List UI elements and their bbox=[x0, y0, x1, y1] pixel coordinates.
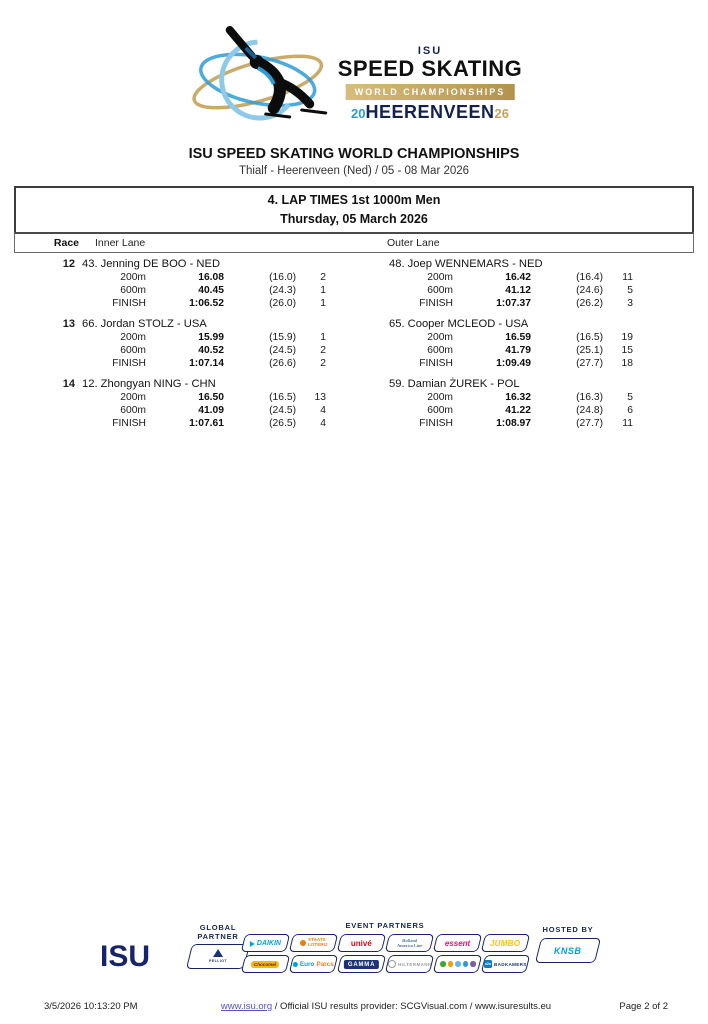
hosted-by-block bbox=[530, 926, 606, 963]
split-time: 41.12 bbox=[505, 285, 531, 296]
split-row bbox=[385, 344, 694, 357]
split-laptime: (16.0) bbox=[269, 272, 296, 283]
split-label: 600m bbox=[427, 405, 453, 416]
column-header-inner-lane: Inner Lane bbox=[95, 237, 146, 249]
skater-name: 59. Damian ŻUREK - POL bbox=[389, 378, 520, 390]
logo-year-right: 26 bbox=[494, 105, 509, 121]
split-time: 1:07.14 bbox=[189, 358, 224, 369]
split-row bbox=[78, 297, 385, 310]
split-laptime: (16.5) bbox=[576, 332, 603, 343]
jumbo-logo-text: JUMBO bbox=[489, 938, 521, 948]
holland-america-line-logo bbox=[384, 934, 433, 952]
hiltermann-logo-text: HILTERMANN bbox=[397, 961, 431, 967]
split-rank: 4 bbox=[320, 418, 326, 429]
races-list bbox=[14, 258, 694, 438]
skater-name: 48. Joep WENNEMARS - NED bbox=[389, 258, 543, 270]
split-label: 600m bbox=[120, 285, 146, 296]
inner-lane-result bbox=[78, 258, 385, 310]
isu-logo: ISU bbox=[100, 940, 151, 973]
sponsors-strip bbox=[0, 916, 708, 1000]
knsb-logo bbox=[535, 938, 601, 963]
split-row bbox=[385, 417, 694, 430]
split-label: 200m bbox=[120, 392, 146, 403]
split-label: 600m bbox=[120, 345, 146, 356]
event-date: Thursday, 05 March 2026 bbox=[280, 212, 428, 227]
split-row bbox=[385, 271, 694, 284]
logo-city-text: HEERENVEEN bbox=[365, 101, 495, 122]
jumbo-logo bbox=[480, 934, 529, 952]
gamma-logo-text: GAMMA bbox=[343, 959, 378, 968]
split-label: 200m bbox=[120, 332, 146, 343]
split-row bbox=[78, 331, 385, 344]
skater-name: 65. Cooper MCLEOD - USA bbox=[389, 318, 529, 330]
split-laptime: (26.5) bbox=[269, 418, 296, 429]
race-number: 12 bbox=[62, 258, 75, 270]
split-time: 1:07.37 bbox=[496, 298, 531, 309]
skater-name: 66. Jordan STOLZ - USA bbox=[82, 318, 207, 330]
split-row bbox=[385, 404, 694, 417]
global-partner-label-line2: PARTNER bbox=[197, 931, 239, 941]
split-time: 40.45 bbox=[198, 285, 224, 296]
footer-page-number: Page 2 of 2 bbox=[619, 1001, 668, 1012]
split-rank: 3 bbox=[627, 298, 633, 309]
race-lanes bbox=[78, 318, 694, 370]
page-subtitle: Thialf - Heerenveen (Ned) / 05 - 08 Mar 2026 bbox=[238, 165, 470, 177]
split-time: 1:09.49 bbox=[496, 358, 531, 369]
pelliot-mountain-icon bbox=[213, 949, 223, 957]
split-rank: 2 bbox=[320, 272, 326, 283]
split-row bbox=[385, 297, 694, 310]
unive-logo bbox=[336, 934, 385, 952]
split-rank: 5 bbox=[627, 285, 633, 296]
logo-banner-text: WORLD CHAMPIONSHIPS bbox=[346, 84, 515, 100]
split-rank: 4 bbox=[320, 405, 326, 416]
race-lanes bbox=[78, 258, 694, 310]
split-rank: 13 bbox=[314, 392, 326, 403]
split-label: 200m bbox=[120, 272, 146, 283]
pelliot-logo-text: PELLIOT bbox=[209, 959, 227, 964]
split-rank: 6 bbox=[627, 405, 633, 416]
column-header-race: Race bbox=[53, 237, 79, 249]
split-rank: 1 bbox=[320, 298, 326, 309]
logo-wordmark bbox=[338, 45, 523, 122]
logo-city-line bbox=[351, 102, 509, 123]
split-row bbox=[385, 357, 694, 370]
split-laptime: (27.7) bbox=[576, 418, 603, 429]
staatsloterij-text-line2: LOTERIJ bbox=[307, 941, 327, 947]
logo-title-text: SPEED SKATING bbox=[337, 56, 523, 82]
split-laptime: (16.3) bbox=[576, 392, 603, 403]
split-rank: 15 bbox=[621, 345, 633, 356]
split-time: 40.52 bbox=[198, 345, 224, 356]
split-row bbox=[78, 391, 385, 404]
split-label: FINISH bbox=[112, 298, 146, 309]
split-row bbox=[78, 344, 385, 357]
split-time: 41.22 bbox=[505, 405, 531, 416]
event-partners-row-2 bbox=[244, 955, 526, 973]
outer-lane-result bbox=[385, 378, 694, 430]
daikin-logo bbox=[240, 934, 289, 952]
global-partner-label-line1: GLOBAL bbox=[199, 923, 237, 932]
split-laptime: (27.7) bbox=[576, 358, 603, 369]
split-laptime: (24.8) bbox=[576, 405, 603, 416]
split-rank: 2 bbox=[320, 345, 326, 356]
chocomel-logo bbox=[240, 955, 289, 973]
pelliot-logo bbox=[186, 944, 250, 969]
hal-text-line2: America Line bbox=[396, 942, 422, 948]
split-time: 15.99 bbox=[198, 332, 224, 343]
split-laptime: (24.6) bbox=[576, 285, 603, 296]
split-rank: 1 bbox=[320, 332, 326, 343]
split-rank: 11 bbox=[622, 418, 633, 429]
split-label: 600m bbox=[427, 345, 453, 356]
split-time: 1:08.97 bbox=[496, 418, 531, 429]
inner-lane-result bbox=[78, 378, 385, 430]
chocomel-logo-text: Chocomel bbox=[251, 960, 279, 967]
outer-lane-result bbox=[385, 318, 694, 370]
table-header-row bbox=[14, 232, 694, 253]
dot-purple-icon bbox=[469, 961, 475, 967]
split-rank: 2 bbox=[320, 358, 326, 369]
split-label: FINISH bbox=[419, 298, 453, 309]
split-laptime: (26.0) bbox=[269, 298, 296, 309]
split-laptime: (26.2) bbox=[576, 298, 603, 309]
split-row bbox=[385, 391, 694, 404]
page-footer bbox=[44, 1001, 668, 1012]
skater-name: 12. Zhongyan NING - CHN bbox=[82, 378, 216, 390]
split-row bbox=[78, 271, 385, 284]
x2o-logo-text: BADKAMERS bbox=[493, 961, 527, 967]
hal-text-line1: Holland bbox=[401, 937, 417, 943]
split-time: 41.09 bbox=[198, 405, 224, 416]
gamma-logo bbox=[336, 955, 385, 973]
logo-year-left: 20 bbox=[351, 105, 366, 121]
split-laptime: (24.5) bbox=[269, 345, 296, 356]
championship-logo bbox=[186, 18, 523, 136]
split-laptime: (16.5) bbox=[269, 392, 296, 403]
dot-orange-icon bbox=[447, 961, 453, 967]
race-lanes bbox=[78, 378, 694, 430]
x2o-square-icon: x2o bbox=[484, 961, 491, 966]
split-laptime: (15.9) bbox=[269, 332, 296, 343]
outer-lane-result bbox=[385, 258, 694, 310]
hosted-by-label: HOSTED BY bbox=[542, 925, 594, 934]
essent-logo-text: essent bbox=[444, 938, 470, 948]
split-laptime: (16.4) bbox=[576, 272, 603, 283]
unive-logo-text: univé bbox=[350, 938, 372, 948]
footer-datetime: 3/5/2026 10:13:20 PM bbox=[44, 1001, 138, 1012]
split-time: 16.42 bbox=[505, 272, 531, 283]
split-laptime: (24.3) bbox=[269, 285, 296, 296]
dot-green-icon bbox=[439, 961, 445, 967]
staatsloterij-coin-icon bbox=[299, 940, 305, 946]
x2o-badkamers-logo bbox=[480, 955, 529, 973]
staatsloterij-logo bbox=[288, 934, 337, 952]
split-label: FINISH bbox=[112, 358, 146, 369]
page-title: ISU SPEED SKATING WORLD CHAMPIONSHIPS bbox=[188, 146, 520, 162]
column-header-outer-lane: Outer Lane bbox=[387, 237, 440, 249]
event-partners-row-1 bbox=[244, 934, 526, 952]
split-time: 1:07.61 bbox=[189, 418, 224, 429]
inner-lane-result bbox=[78, 318, 385, 370]
logo-isu-text: ISU bbox=[417, 45, 443, 58]
split-laptime: (25.1) bbox=[576, 345, 603, 356]
europarcs-logo bbox=[288, 955, 337, 973]
europarcs-text-part2: Parcs bbox=[316, 960, 334, 968]
split-label: FINISH bbox=[112, 418, 146, 429]
split-time: 16.59 bbox=[505, 332, 531, 343]
daikin-logo-text: DAIKIN bbox=[256, 939, 281, 947]
skater-name: 43. Jenning DE BOO - NED bbox=[82, 258, 221, 270]
footer-provider-line bbox=[194, 1001, 578, 1012]
dot-blue-icon bbox=[462, 961, 468, 967]
split-laptime: (24.5) bbox=[269, 405, 296, 416]
split-time: 41.79 bbox=[505, 345, 531, 356]
daikin-flag-icon bbox=[249, 940, 254, 946]
split-time: 1:06.52 bbox=[189, 298, 224, 309]
split-label: 200m bbox=[427, 272, 453, 283]
split-row bbox=[78, 404, 385, 417]
split-laptime: (26.6) bbox=[269, 358, 296, 369]
race-block-13 bbox=[14, 318, 694, 370]
split-row bbox=[78, 357, 385, 370]
split-label: 600m bbox=[120, 405, 146, 416]
race-block-12 bbox=[14, 258, 694, 310]
split-row bbox=[78, 284, 385, 297]
split-rank: 5 bbox=[627, 392, 633, 403]
knsb-logo-text: KNSB bbox=[554, 945, 582, 956]
event-partners-block bbox=[244, 922, 526, 973]
split-time: 16.50 bbox=[198, 392, 224, 403]
split-label: 200m bbox=[427, 332, 453, 343]
race-number: 14 bbox=[62, 378, 75, 390]
split-time: 16.32 bbox=[505, 392, 531, 403]
split-label: 200m bbox=[427, 392, 453, 403]
skater-logo-icon bbox=[186, 18, 338, 136]
race-block-14 bbox=[14, 378, 694, 430]
split-rank: 19 bbox=[621, 332, 633, 343]
europarcs-globe-icon bbox=[293, 961, 298, 966]
europarcs-text-part1: Euro bbox=[299, 960, 315, 968]
colored-dots-logo bbox=[432, 955, 481, 973]
split-label: FINISH bbox=[419, 418, 453, 429]
staatsloterij-text-line1: STAATS bbox=[307, 936, 325, 942]
essent-logo bbox=[432, 934, 481, 952]
hiltermann-logo bbox=[384, 955, 433, 973]
footer-provider-text: / Official ISU results provider: SCGVisual.com / www.isuresults.eu bbox=[272, 1001, 552, 1012]
split-label: 600m bbox=[427, 285, 453, 296]
event-partners-label: EVENT PARTNERS bbox=[345, 921, 425, 930]
dot-lightblue-icon bbox=[454, 961, 460, 967]
split-row bbox=[385, 331, 694, 344]
split-rank: 11 bbox=[622, 272, 633, 283]
isu-website-link[interactable]: www.isu.org bbox=[220, 1001, 273, 1012]
split-rank: 18 bbox=[621, 358, 633, 369]
split-row bbox=[385, 284, 694, 297]
split-row bbox=[78, 417, 385, 430]
split-label: FINISH bbox=[419, 358, 453, 369]
split-time: 16.08 bbox=[198, 272, 224, 283]
event-header-box bbox=[14, 186, 694, 236]
race-number: 13 bbox=[62, 318, 75, 330]
event-title: 4. LAP TIMES 1st 1000m Men bbox=[267, 193, 441, 207]
hiltermann-circle-icon bbox=[387, 960, 395, 968]
split-rank: 1 bbox=[320, 285, 326, 296]
